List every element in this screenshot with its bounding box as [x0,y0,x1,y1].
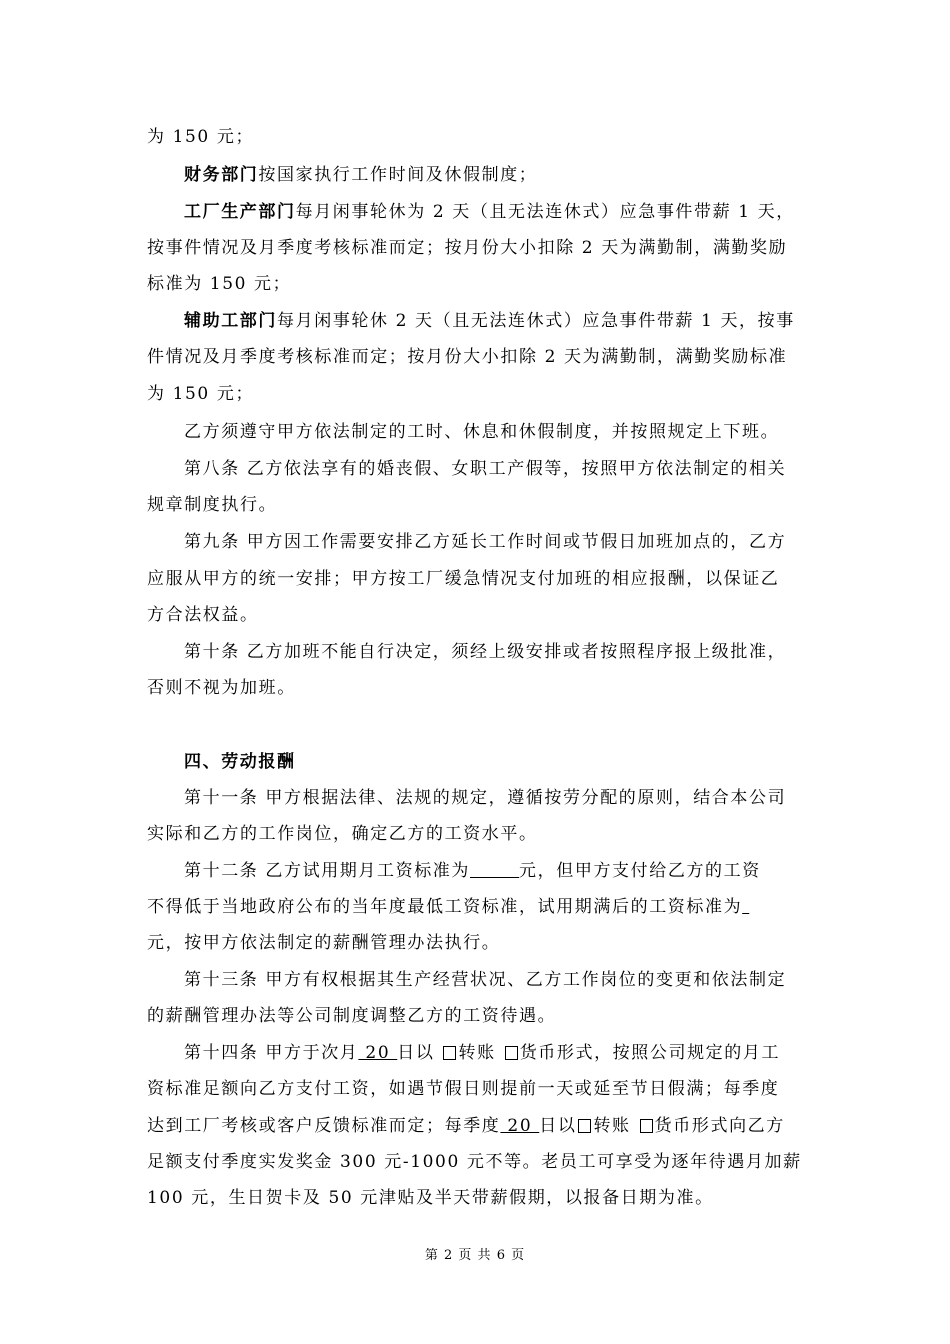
paragraph-line: 元，按甲方依法制定的薪酬管理办法执行。 [147,933,501,953]
paragraph-line: 规章制度执行。 [147,495,278,515]
text-span: 第十二条 乙方试用期月工资标准为 [184,861,471,881]
paragraph-line [147,894,812,920]
paragraph-line: 的薪酬管理办法等公司制度调整乙方的工资待遇。 [147,1006,557,1026]
text-span: 第十四条 甲方于次月 [184,1043,359,1063]
text-span: 不得低于当地政府公布的当年度最低工资标准，试用期满后的工资标准为 [147,897,743,917]
text-span: 达到工厂考核或客户反馈标准而定；每季度 [147,1116,501,1136]
paragraph-line: 方合法权益。 [147,605,259,625]
transfer-checkbox-2[interactable] [578,1119,591,1133]
currency-label-2: 货币形式向乙方 [654,1116,785,1136]
paragraph-line: 资标准足额向乙方支付工资，如遇节假日则提前一天或延至节日假满；每季度 [147,1079,780,1099]
article-9: 第九条 甲方因工作需要安排乙方延长工作时间或节假日加班加点的，乙方 [184,532,787,552]
article-8: 第八条 乙方依法享有的婚丧假、女职工产假等，按照甲方依法制定的相关 [184,459,787,479]
paragraph-line: 为 150 元； [147,384,255,404]
paragraph-line [147,1113,812,1139]
aux-dept-line [184,308,849,334]
transfer-checkbox[interactable] [443,1046,456,1060]
text-span: 为 150 元； [147,127,255,147]
paragraph-line [147,124,812,150]
bonus-day-field[interactable]: 20 [500,1116,540,1136]
aux-heading: 辅助工部门 [184,311,277,331]
currency-checkbox[interactable] [505,1046,518,1060]
paragraph-line: 实际和乙方的工作岗位，确定乙方的工资水平。 [147,824,538,844]
currency-checkbox-2[interactable] [640,1119,653,1133]
text-span: 日以 [539,1116,577,1136]
transfer-label: 转账 [458,1043,496,1063]
article-11: 第十一条 甲方根据法律、法规的规定，遵循按劳分配的原则，结合本公司 [184,788,787,808]
text-span: 元，但甲方支付给乙方的工资 [519,861,761,881]
article-14 [184,1040,849,1066]
paragraph-line: 足额支付季度实发奖金 300 元-1000 元不等。老员工可享受为逐年待遇月加薪 [147,1152,802,1172]
paragraph-line: 按事件情况及月季度考核标准而定；按月份大小扣除 2 天为满勤制，满勤奖励 [147,238,788,258]
factory-dept-line [184,199,849,225]
article-13: 第十三条 甲方有权根据其生产经营状况、乙方工作岗位的变更和依法制定 [184,970,787,990]
paragraph-line: 件情况及月季度考核标准而定；按月份大小扣除 2 天为满勤制，满勤奖励标准 [147,347,788,367]
article-12 [184,858,849,884]
paragraph-line: 标准为 150 元； [147,274,292,294]
paragraph-line: 乙方须遵守甲方依法制定的工时、休息和休假制度，并按照规定上下班。 [184,422,780,442]
section-heading: 四、劳动报酬 [184,752,296,772]
finance-dept-line [184,162,849,188]
factory-text: 每月闲事轮休为 2 天（且无法连休式）应急事件带薪 1 天， [295,202,795,222]
article-10: 第十条 乙方加班不能自行决定，须经上级安排或者按照程序报上级批准， [184,642,787,662]
finance-text: 按国家执行工作时间及休假制度； [258,165,538,185]
paragraph-line: 否则不视为加班。 [147,678,296,698]
aux-text: 每月闲事轮休 2 天（且无法连休式）应急事件带薪 1 天，按事 [277,311,795,331]
text-span: 日以 [397,1043,435,1063]
paragraph-line: 100 元，生日贺卡及 50 元津贴及半天带薪假期，以报备日期为准。 [147,1188,714,1208]
transfer-label-2: 转账 [593,1116,631,1136]
finance-heading: 财务部门 [184,165,259,185]
currency-label: 货币形式，按照公司规定的月工 [519,1043,781,1063]
page-footer: 第 2 页 共 6 页 [424,1248,526,1263]
salary-blank-field[interactable] [470,861,519,881]
paragraph-line: 应服从甲方的统一安排；甲方按工厂缓急情况支付加班的相应报酬，以保证乙 [147,569,780,589]
pay-day-field[interactable]: 20 [358,1043,398,1063]
salary-blank-field-2[interactable] [742,897,749,917]
factory-heading: 工厂生产部门 [184,202,296,222]
